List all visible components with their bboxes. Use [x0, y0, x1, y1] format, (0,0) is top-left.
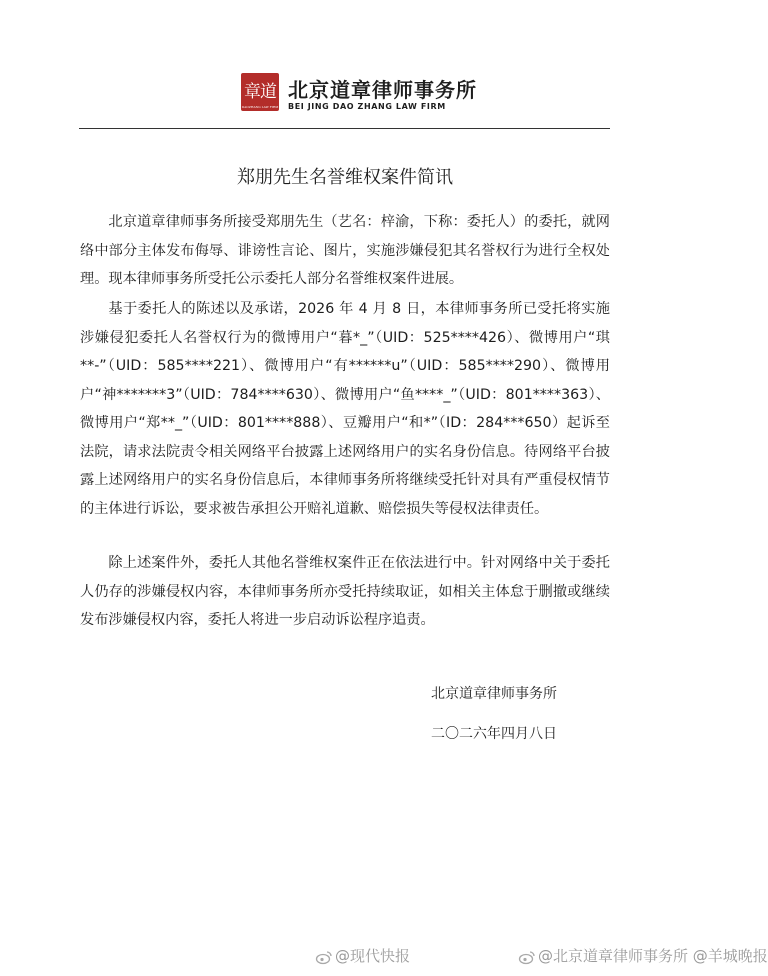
weibo-icon: [316, 950, 332, 964]
weibo-icon: [519, 950, 535, 964]
watermark-2: @北京道章律师事务所 @羊城晚报: [519, 945, 768, 966]
firm-name-chinese: 北京道章律师事务所: [288, 78, 477, 102]
paragraph-lawsuit: 基于委托人的陈述以及承诺，2026 年 4 月 8 日，本律师事务所已受托将实施涉嫌侵犯委托人名誉权行为的微博用户“暮*_”（UID：525****426）、微博用户“琪**-”（UID：585****221）、微博用户“有******u”（UID：585****290）、微博用户“神*******3”（UID：784****630）、微博用户“鱼****_”（UID：801****363）、微博用户“郑**_”（UID：801****888）、豆瓣用户“和*”（ID：284***650）起诉至法院，请求法院责令相关网络平台披露上述网络用户的实名身份信息。待网络平台披露上述网络用户的实名身份信息后，本律师事务所将继续受托针对具有严重侵权情节的主体进行诉讼，要求被告承担公开赔礼道歉、赔偿损失等侵权法律责任。: [80, 301, 610, 517]
firm-name-english: BEI JING DAO ZHANG LAW FIRM: [288, 102, 446, 111]
signature-firm: 北京道章律师事务所: [431, 686, 557, 702]
signature-date: 二〇二六年四月八日: [431, 726, 557, 742]
firm-logo-seal: 章道 DAOZHANG LAW FIRM: [241, 73, 279, 111]
watermark-1: @现代快报: [316, 945, 410, 966]
header-divider: [79, 128, 610, 129]
paragraph-intro: 北京道章律师事务所接受郑朋先生（艺名：梓渝，下称：委托人）的委托，就网络中部分主体发布侮辱、诽谤性言论、图片，实施涉嫌侵犯其名誉权行为进行全权处理。现本律师事务所受托公示委托人部分名誉维权案件进展。: [80, 214, 610, 287]
document-title: 郑朋先生名誉维权案件简讯: [237, 167, 453, 188]
paragraph-other-cases: 除上述案件外，委托人其他名誉维权案件正在依法进行中。针对网络中关于委托人仍存的涉嫌侵权内容，本律师事务所亦受托持续取证，如相关主体怠于删撤或继续发布涉嫌侵权内容，委托人将进一步启动诉讼程序追责。: [80, 555, 610, 628]
